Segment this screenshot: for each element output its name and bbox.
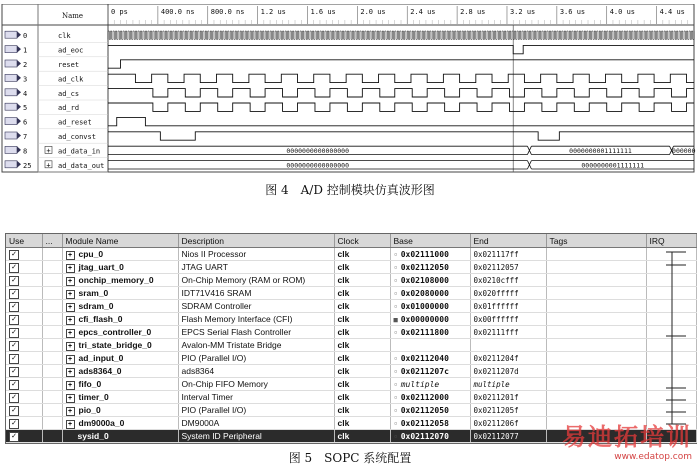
clock-cell[interactable]: clk (334, 404, 390, 417)
clock-cell[interactable]: clk (334, 352, 390, 365)
table-row[interactable] (6, 261, 696, 274)
time-tick-label: 1.6 us (310, 8, 336, 16)
module-name: cfi_flash_0 (78, 313, 123, 324)
watermark-url: www.edatop.com (614, 452, 692, 462)
time-tick-label: 1.2 us (260, 8, 286, 16)
end-cell: 0x0211204f (470, 352, 546, 365)
signal-type-icon (5, 60, 17, 67)
more-cell (42, 391, 62, 404)
use-checkbox[interactable]: ✓ (9, 263, 19, 273)
module-name-cell[interactable] (62, 300, 178, 313)
table-row[interactable] (6, 391, 696, 404)
use-checkbox[interactable]: ✓ (9, 406, 19, 416)
signal-type-icon (5, 161, 17, 168)
table-row[interactable] (6, 248, 696, 261)
signal-index: 6 (23, 118, 28, 127)
lock-icon[interactable]: ◦ (393, 302, 398, 311)
base-address: 0x02112058 (400, 418, 449, 428)
col-clock[interactable]: Clock (334, 234, 390, 248)
description-cell: System ID Peripheral (178, 430, 334, 443)
use-cell (6, 274, 42, 287)
time-tick-label: 3.6 us (559, 8, 586, 16)
time-tick-label: 2.4 us (410, 8, 436, 16)
more-cell (42, 274, 62, 287)
base-address: 0x02080000 (400, 288, 449, 298)
expand-icon[interactable]: + (66, 316, 75, 325)
end-cell: 0x00ffffff (470, 313, 546, 326)
use-cell (6, 430, 42, 443)
table-row[interactable] (6, 404, 696, 417)
time-tick-label: 400.0 ns (160, 8, 195, 16)
module-name-cell[interactable] (62, 261, 178, 274)
sopc-module-table (5, 233, 697, 444)
description-cell: Nios II Processor (178, 248, 334, 261)
signal-name: ad_clk (58, 75, 84, 84)
more-cell (42, 326, 62, 339)
tags-cell[interactable] (546, 287, 646, 300)
description-cell: Interval Timer (178, 391, 334, 404)
tags-cell[interactable] (546, 378, 646, 391)
lock-icon[interactable]: ◦ (393, 276, 398, 285)
more-cell (42, 404, 62, 417)
end-cell: 0x021117ff (470, 248, 546, 261)
signal-type-icon (5, 46, 17, 53)
module-name: dm9000a_0 (78, 417, 125, 428)
table-row[interactable] (6, 287, 696, 300)
signal-type-icon (5, 103, 17, 110)
clock-cell[interactable]: clk (334, 274, 390, 287)
use-checkbox[interactable]: ✓ (9, 276, 19, 286)
tags-cell[interactable] (546, 300, 646, 313)
lock-icon[interactable]: ◦ (393, 328, 398, 337)
table-row[interactable] (6, 300, 696, 313)
expand-icon[interactable]: + (66, 342, 75, 351)
use-checkbox[interactable]: ✓ (9, 419, 19, 429)
end-cell (470, 339, 546, 352)
lock-icon[interactable]: ◦ (393, 263, 398, 272)
clock-cell[interactable]: clk (334, 391, 390, 404)
tags-cell[interactable] (546, 352, 646, 365)
signal-index: 1 (23, 46, 28, 55)
base-address: 0x02112000 (400, 392, 449, 402)
signal-type-icon (5, 118, 17, 125)
use-checkbox[interactable]: ✓ (9, 289, 19, 299)
description-cell: JTAG UART (178, 261, 334, 274)
module-name-cell[interactable] (62, 313, 178, 326)
signal-name: reset (58, 61, 80, 69)
use-cell (6, 261, 42, 274)
use-cell (6, 300, 42, 313)
description-cell: PIO (Parallel I/O) (178, 404, 334, 417)
module-name-cell[interactable] (62, 326, 178, 339)
tags-cell[interactable] (546, 261, 646, 274)
figure-5-caption: 图 5 SOPC 系统配置 (288, 451, 412, 465)
end-cell: 0x0211201f (470, 391, 546, 404)
base-cell[interactable] (390, 352, 470, 365)
signal-index: 25 (23, 161, 32, 170)
signal-index: 8 (23, 147, 28, 156)
signal-name: ad_data_out (58, 161, 105, 170)
base-address: 0x02112050 (400, 405, 449, 415)
base-address: 0x00000000 (400, 314, 449, 324)
figure-4-caption: 图 4 A/D 控制模块仿真波形图 (265, 183, 435, 197)
module-name-cell[interactable] (62, 248, 178, 261)
table-row[interactable] (6, 313, 696, 326)
col-module-name[interactable]: Module Name (62, 234, 178, 248)
ad-data-in-value: 0000000001111111 (569, 146, 632, 155)
use-checkbox[interactable]: ✓ (9, 341, 19, 351)
tags-cell[interactable] (546, 404, 646, 417)
time-tick-label: 2.8 us (460, 8, 486, 16)
description-cell: SDRAM Controller (178, 300, 334, 313)
signal-index: 7 (23, 133, 28, 141)
use-checkbox[interactable]: ✓ (9, 380, 19, 390)
module-name: sram_0 (78, 287, 109, 298)
use-cell (6, 339, 42, 352)
use-cell (6, 365, 42, 378)
expand-icon[interactable]: + (66, 355, 75, 364)
more-cell (42, 417, 62, 430)
tags-cell[interactable] (546, 326, 646, 339)
use-cell (6, 404, 42, 417)
signal-index: 2 (23, 61, 28, 69)
description-cell: DM9000A (178, 417, 334, 430)
signal-name: ad_reset (58, 118, 92, 127)
use-checkbox[interactable]: ✓ (9, 393, 19, 403)
expand-icon[interactable]: + (66, 394, 75, 403)
module-name-cell[interactable] (62, 287, 178, 300)
base-cell[interactable] (390, 274, 470, 287)
col-description[interactable]: Description (178, 234, 334, 248)
module-name-cell[interactable] (62, 391, 178, 404)
end-cell: 0x0210cfff (470, 274, 546, 287)
expand-icon[interactable]: + (66, 381, 75, 390)
expand-icon[interactable]: + (66, 251, 75, 260)
time-tick-label: 3.2 us (509, 8, 536, 16)
ad-data-in-value: 000000 (672, 146, 696, 155)
more-cell (42, 261, 62, 274)
time-tick-label: 2.0 us (360, 8, 386, 16)
expand-icon[interactable]: + (66, 368, 75, 377)
use-checkbox[interactable]: ✓ (9, 432, 19, 442)
use-cell (6, 248, 42, 261)
more-cell (42, 287, 62, 300)
module-name-cell[interactable] (62, 404, 178, 417)
base-cell[interactable] (390, 378, 470, 391)
use-cell (6, 352, 42, 365)
col-irq[interactable]: IRQ (646, 234, 696, 248)
use-cell (6, 313, 42, 326)
more-cell (42, 300, 62, 313)
use-cell (6, 417, 42, 430)
signal-type-icon (5, 89, 17, 96)
tags-cell[interactable] (546, 313, 646, 326)
table-row[interactable] (6, 365, 696, 378)
end-cell: multiple (470, 378, 546, 391)
expand-icon[interactable]: + (66, 329, 75, 338)
description-cell: On-Chip FIFO Memory (178, 378, 334, 391)
more-cell (42, 313, 62, 326)
lock-icon[interactable]: ◦ (393, 250, 398, 259)
base-cell[interactable] (390, 326, 470, 339)
base-cell[interactable] (390, 365, 470, 378)
watermark-logo: 易迪拓培训 (562, 423, 692, 451)
tags-cell[interactable] (546, 339, 646, 352)
module-name-cell[interactable] (62, 430, 178, 443)
time-tick-label: 800.0 ns (210, 8, 245, 16)
end-cell: 0x02112077 (470, 430, 546, 443)
module-name-cell[interactable] (62, 352, 178, 365)
clock-cell[interactable]: clk (334, 326, 390, 339)
module-name: pio_0 (78, 404, 101, 415)
clock-cell[interactable]: clk (334, 339, 390, 352)
col-tags[interactable]: Tags (546, 234, 646, 248)
lock-icon[interactable]: ◦ (393, 354, 398, 363)
end-cell: 0x020fffff (470, 287, 546, 300)
expand-icon[interactable]: + (66, 303, 75, 312)
expand-icon[interactable]: + (66, 420, 75, 429)
signal-name: clk (58, 32, 71, 41)
end-cell: 0x0211207d (470, 365, 546, 378)
base-address: 0x02111000 (400, 249, 449, 259)
use-cell (6, 378, 42, 391)
description-cell: Avalon-MM Tristate Bridge (178, 339, 334, 352)
use-checkbox[interactable]: ✓ (9, 367, 19, 377)
table-row[interactable] (6, 274, 696, 287)
lock-icon[interactable]: ◦ (393, 432, 398, 441)
time-tick-label: 4.0 us (609, 8, 636, 16)
module-name: ads8364_0 (78, 365, 122, 376)
base-cell[interactable] (390, 313, 470, 326)
base-cell[interactable] (390, 391, 470, 404)
lock-icon[interactable]: ◦ (393, 367, 398, 376)
signal-name: ad_data_in (58, 147, 101, 156)
signal-name: ad_eoc (58, 46, 84, 55)
tags-cell[interactable] (546, 365, 646, 378)
end-cell: 0x0211206f (470, 417, 546, 430)
signal-type-icon (5, 146, 17, 153)
time-tick-label: 0 ps (111, 8, 128, 16)
time-tick-label: 4.4 us (659, 8, 685, 16)
expand-icon[interactable]: + (66, 277, 75, 286)
use-cell (6, 391, 42, 404)
signal-name: ad_cs (58, 89, 80, 98)
bus-expand-glyph: + (46, 161, 51, 170)
module-name: sysid_0 (77, 431, 109, 441)
col-end[interactable]: End (470, 234, 546, 248)
clock-cell[interactable]: clk (334, 378, 390, 391)
clock-cell[interactable]: clk (334, 313, 390, 326)
base-cell[interactable] (390, 417, 470, 430)
base-address: multiple (400, 379, 440, 389)
table-header-row (6, 234, 696, 248)
more-cell (42, 378, 62, 391)
base-address: 0x0211207c (400, 366, 449, 376)
use-cell (6, 287, 42, 300)
signal-index: 3 (23, 75, 28, 84)
more-cell (42, 339, 62, 352)
base-cell[interactable] (390, 261, 470, 274)
use-checkbox[interactable]: ✓ (9, 328, 19, 338)
base-address: 0x02112070 (400, 431, 449, 441)
module-name-cell[interactable] (62, 378, 178, 391)
lock-icon[interactable]: ■ (393, 315, 398, 324)
lock-icon[interactable]: ◦ (393, 289, 398, 298)
base-cell[interactable] (390, 430, 470, 443)
expand-icon[interactable]: + (66, 264, 75, 273)
signal-index: 0 (23, 32, 28, 41)
module-name: timer_0 (78, 391, 109, 402)
module-name: fifo_0 (78, 378, 102, 389)
use-checkbox[interactable]: ✓ (9, 302, 19, 312)
clock-cell[interactable]: clk (334, 300, 390, 313)
signal-name: ad_convst (58, 133, 96, 141)
module-name-cell[interactable] (62, 417, 178, 430)
description-cell: Flash Memory Interface (CFI) (178, 313, 334, 326)
use-checkbox[interactable]: ✓ (9, 250, 19, 260)
use-checkbox[interactable]: ✓ (9, 354, 19, 364)
use-cell (6, 326, 42, 339)
bus-expand-glyph: + (46, 146, 51, 155)
module-name: jtag_uart_0 (78, 261, 124, 272)
description-cell: EPCS Serial Flash Controller (178, 326, 334, 339)
waveform-viewer (0, 4, 700, 174)
base-address: 0x02112040 (400, 353, 449, 363)
table-row[interactable] (6, 352, 696, 365)
base-cell[interactable] (390, 248, 470, 261)
module-name: tri_state_bridge_0 (78, 339, 152, 350)
col-base[interactable]: Base (390, 234, 470, 248)
clock-cell[interactable]: clk (334, 248, 390, 261)
module-name: onchip_memory_0 (78, 274, 154, 285)
base-address: 0x02108000 (400, 275, 449, 285)
more-cell (42, 352, 62, 365)
table-row[interactable] (6, 378, 696, 391)
module-name: cpu_0 (78, 248, 104, 259)
module-name: ad_input_0 (78, 352, 124, 363)
base-cell[interactable] (390, 404, 470, 417)
signal-type-icon (5, 132, 17, 139)
clock-cell[interactable]: clk (334, 365, 390, 378)
signal-index: 5 (23, 104, 28, 113)
end-cell: 0x0211205f (470, 404, 546, 417)
end-cell: 0x02112057 (470, 261, 546, 274)
module-name-cell[interactable] (62, 365, 178, 378)
tags-cell[interactable] (546, 391, 646, 404)
signal-type-icon (5, 31, 17, 38)
clock-cell[interactable]: clk (334, 287, 390, 300)
description-cell: On-Chip Memory (RAM or ROM) (178, 274, 334, 287)
module-name: sdram_0 (78, 300, 114, 311)
table-row[interactable] (6, 326, 696, 339)
tags-cell[interactable] (546, 248, 646, 261)
end-cell: 0x02111fff (470, 326, 546, 339)
signal-type-icon (5, 74, 17, 81)
base-cell[interactable] (390, 287, 470, 300)
expand-icon[interactable]: + (66, 290, 75, 299)
expand-icon[interactable]: + (66, 407, 75, 416)
base-cell[interactable] (390, 300, 470, 313)
base-address: 0x02112050 (400, 262, 449, 272)
description-cell: PIO (Parallel I/O) (178, 352, 334, 365)
lock-icon[interactable]: ◦ (393, 393, 398, 402)
watermark (562, 417, 692, 462)
lock-icon[interactable]: ◦ (393, 380, 398, 389)
col-use[interactable]: Use (6, 234, 42, 248)
tags-cell[interactable] (546, 274, 646, 287)
clock-cell[interactable]: clk (334, 261, 390, 274)
signal-name: ad_rd (58, 104, 80, 113)
module-name-cell[interactable] (62, 339, 178, 352)
clock-cell[interactable]: clk (334, 430, 390, 443)
clock-cell[interactable]: clk (334, 417, 390, 430)
module-name-cell[interactable] (62, 274, 178, 287)
ad-data-out-value: 0000000000000000 (286, 161, 350, 170)
ad-data-in-value: 0000000000000000 (286, 146, 350, 155)
lock-icon[interactable]: ◦ (393, 406, 398, 415)
more-cell (42, 430, 62, 443)
module-name: epcs_controller_0 (78, 326, 152, 337)
base-cell[interactable] (390, 339, 470, 352)
name-header: Name (62, 12, 84, 20)
description-cell: ads8364 (178, 365, 334, 378)
lock-icon[interactable]: ◦ (393, 419, 398, 428)
signal-index: 4 (23, 89, 28, 98)
table-row[interactable] (6, 339, 696, 352)
use-checkbox[interactable]: ✓ (9, 315, 19, 325)
base-address: 0x02111800 (400, 327, 449, 337)
ad-data-out-value: 0000000001111111 (581, 161, 645, 170)
description-cell: IDT71V416 SRAM (178, 287, 334, 300)
base-address: 0x01000000 (400, 301, 449, 311)
more-cell (42, 248, 62, 261)
more-cell (42, 365, 62, 378)
col-more[interactable]: ... (42, 234, 62, 248)
end-cell: 0x01ffffff (470, 300, 546, 313)
irq-connection-lines (662, 248, 692, 428)
